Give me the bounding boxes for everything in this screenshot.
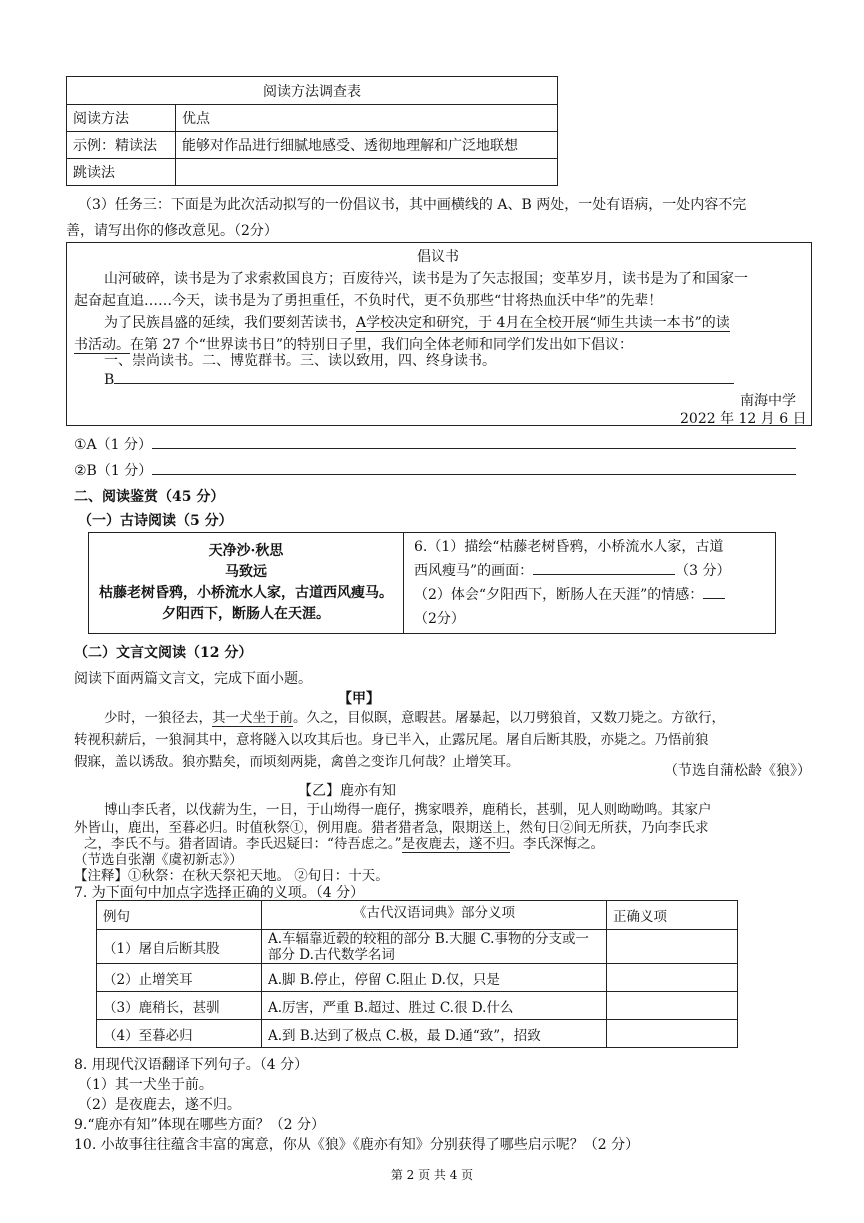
- proposal-b-line[interactable]: [114, 383, 734, 384]
- q7-answer-2[interactable]: [607, 964, 738, 992]
- q6-prompt1: 西风瘦马”的画面：: [414, 563, 534, 579]
- poem-line1: 枯藤老树昏鸦，小桥流水人家，古道西风瘦马。: [99, 585, 393, 601]
- q7-answer-3[interactable]: [607, 992, 738, 1020]
- q7-example-3: （3）鹿稍长，甚驯: [97, 992, 262, 1020]
- jia-underline: 其一犬坐于前: [212, 710, 293, 726]
- poem-section-heading: （一）古诗阅读（5 分）: [78, 513, 233, 529]
- proposal-title: 倡议书: [417, 249, 459, 265]
- jia-line3: 假寐，盖以诱敌。狼亦黠矣，而顷刻两毙，禽兽之变诈几何哉？止增笑耳。: [74, 754, 520, 770]
- q10-stem: 10. 小故事往往蕴含丰富的寓意，你从《狼》《鹿亦有知》分别获得了哪些启示呢？（2 分）: [74, 1137, 640, 1153]
- q6-line3: [414, 583, 765, 607]
- q9-stem: 9.“鹿亦有知”体现在哪些方面？（2 分）: [74, 1117, 326, 1133]
- survey-cell: 跳读法: [67, 159, 176, 186]
- yi-underline: 是夜鹿去，遂不归: [401, 836, 510, 852]
- jia-line1: [104, 706, 725, 726]
- survey-header-merit: 优点: [176, 105, 558, 132]
- yi-line2: 外皆山，鹿出，至暮必归。时值秋祭①，例用鹿。猎者猎者急，限期送上，然旬日②间无所获，乃向李氏求: [74, 820, 709, 836]
- poem-line2: 夕阳西下，断肠人在天涯。: [162, 606, 330, 622]
- survey-header-method: 阅读方法: [67, 105, 176, 132]
- proposal-p2-pre: 为了民族昌盛的延续，我们要刻苦读书，: [104, 315, 356, 331]
- q6-line4: （2分）: [414, 611, 465, 627]
- survey-cell: 能够对作品进行细腻地感受、透彻地理解和广泛地联想: [176, 132, 558, 159]
- survey-title: 阅读方法调查表: [67, 77, 558, 105]
- page-footer: 第 2 页 共 4 页: [390, 1168, 474, 1182]
- yi-source: （节选自张潮《虞初新志》）: [74, 852, 243, 868]
- section2-heading: 二、阅读鉴赏（45 分）: [74, 489, 225, 505]
- q7-options-2: A.脚 B.停止，停留 C.阻止 D.仅，只是: [262, 964, 607, 992]
- poem-title: 天净沙·秋思: [208, 543, 284, 559]
- q7-answer-4[interactable]: [607, 1020, 738, 1048]
- q8-s1: （1）其一犬坐于前。: [78, 1077, 213, 1093]
- q7-options-3: A.厉害，严重 B.超过、胜过 C.很 D.什么: [262, 992, 607, 1020]
- jia-line2: 转视积薪后，一狼洞其中，意将隧入以攻其后也。身已半入，止露尻尾。屠自后断其股，亦毙之。乃悟前狼: [74, 732, 709, 748]
- q7-example-4: （4）至暮必归: [97, 1020, 262, 1048]
- answer-b-label: ②B（1 分）: [74, 463, 153, 479]
- poem-author: 马致远: [225, 564, 267, 580]
- proposal-items: 一、崇尚读书。二、博览群书。三、读以致用，四、终身读书。: [104, 353, 496, 369]
- proposal-p2-line1: [104, 312, 730, 332]
- yi-l3-pre: 之，李氏不与。猎者固请。李氏迟疑曰：“待吾虑之。”: [84, 836, 402, 852]
- q7-header-example: 例句: [97, 901, 262, 930]
- q6-line1: 6.（1）描绘“枯藤老树昏鸦，小桥流水人家，古道: [414, 539, 724, 555]
- q7-options-4: A.到 B.达到了极点 C.极，最 D.通“致”，招致: [262, 1020, 607, 1048]
- q7-header-options: 《古代汉语词典》部分义项: [262, 901, 607, 930]
- q6-prompt2: （2）体会“夕阳西下，断肠人在天涯”的情感：: [414, 587, 704, 603]
- yi-l3-post: 。李氏深悔之。: [509, 836, 605, 852]
- task3-line2: 善，请写出你的修改意见。（2分）: [66, 223, 278, 239]
- jia-source: （节选自蒲松龄《狼》）: [664, 763, 811, 779]
- wyw-heading: （二）文言文阅读（12 分）: [74, 645, 253, 661]
- proposal-b: [104, 372, 734, 388]
- poem-table: [88, 532, 776, 634]
- answer-a: [74, 434, 796, 454]
- proposal-signer: 南海中学: [740, 393, 796, 409]
- yi-title: 【乙】鹿亦有知: [298, 783, 396, 799]
- proposal-underline-a: A学校决定和研究，于 4月在全校开展“师生共读一本书”的读: [356, 315, 730, 331]
- q6-blank2[interactable]: [703, 598, 725, 599]
- proposal-p1b: 起奋起直追……今天，读书是为了勇担重任，不负时代，更不负那些“甘将热血沃中华”的先辈！: [74, 293, 663, 309]
- yi-note: 【注释】①秋祭：在秋天祭祀天地。 ②旬日：十天。: [74, 868, 389, 884]
- proposal-p1a: 山河破碎，读书是为了求索救国良方；百废待兴，读书是为了矢志报国；变革岁月，读书是为了和国家一: [104, 271, 748, 287]
- q8-stem: 8. 用现代汉语翻译下列句子。（4 分）: [74, 1057, 309, 1073]
- q7-example-1: （1）屠自后断其股: [97, 930, 262, 964]
- answer-a-line[interactable]: [152, 448, 796, 449]
- survey-table: [66, 76, 558, 186]
- wyw-intro: 阅读下面两篇文言文，完成下面小题。: [74, 671, 312, 687]
- q7-table: [96, 900, 738, 1048]
- q6-blank1[interactable]: [533, 574, 675, 575]
- q7-stem: 7. 为下面句中加点字选择正确的义项。（4 分）: [74, 885, 365, 901]
- proposal-b-label: B: [104, 372, 115, 388]
- answer-b: [74, 460, 796, 480]
- survey-cell: [176, 159, 558, 186]
- q6-score1: （3 分）: [675, 563, 731, 579]
- jia-l1-pre: 少时，一狼径去，: [104, 710, 212, 726]
- survey-cell: 示例：精读法: [67, 132, 176, 159]
- q7-example-2: （2）止增笑耳: [97, 964, 262, 992]
- task3-line1: （3）任务三：下面是为此次活动拟写的一份倡议书，其中画横线的 A、B 两处，一处有语病，一处内容不完: [78, 197, 747, 213]
- q7-answer-1[interactable]: [607, 930, 738, 964]
- proposal-underline-a-cont: 书活动。: [74, 337, 130, 353]
- proposal-date: 2022 年 12 月 6 日: [680, 411, 807, 427]
- q7-options-1: A.车辐靠近毂的较粗的部分 B.大腿 C.事物的分支或一部分 D.古代数学名词: [262, 930, 607, 964]
- answer-a-label: ①A（1 分）: [74, 437, 153, 453]
- jia-title: 【甲】: [338, 691, 380, 707]
- q7-header-answer: 正确义项: [607, 901, 738, 930]
- proposal-p2-post: 在第 27 个“世界读书日”的特别日子里，我们向全体老师和同学们发出如下倡议：: [130, 337, 634, 353]
- yi-line1: 博山李氏者，以伐薪为生，一日，于山坳得一鹿仔，携家喂养，鹿稍长，甚驯，见人则呦呦鸣。其家户: [104, 802, 712, 818]
- jia-l1-post: 。久之，目似瞑，意暇甚。屠暴起，以刀劈狼首，又数刀毙之。方欲行，: [293, 710, 725, 726]
- poem-cell: [89, 533, 404, 634]
- q6-line2: [414, 559, 765, 583]
- answer-b-line[interactable]: [152, 474, 796, 475]
- q8-s2: （2）是夜鹿去，遂不归。: [78, 1097, 241, 1113]
- q6-cell: [404, 533, 776, 634]
